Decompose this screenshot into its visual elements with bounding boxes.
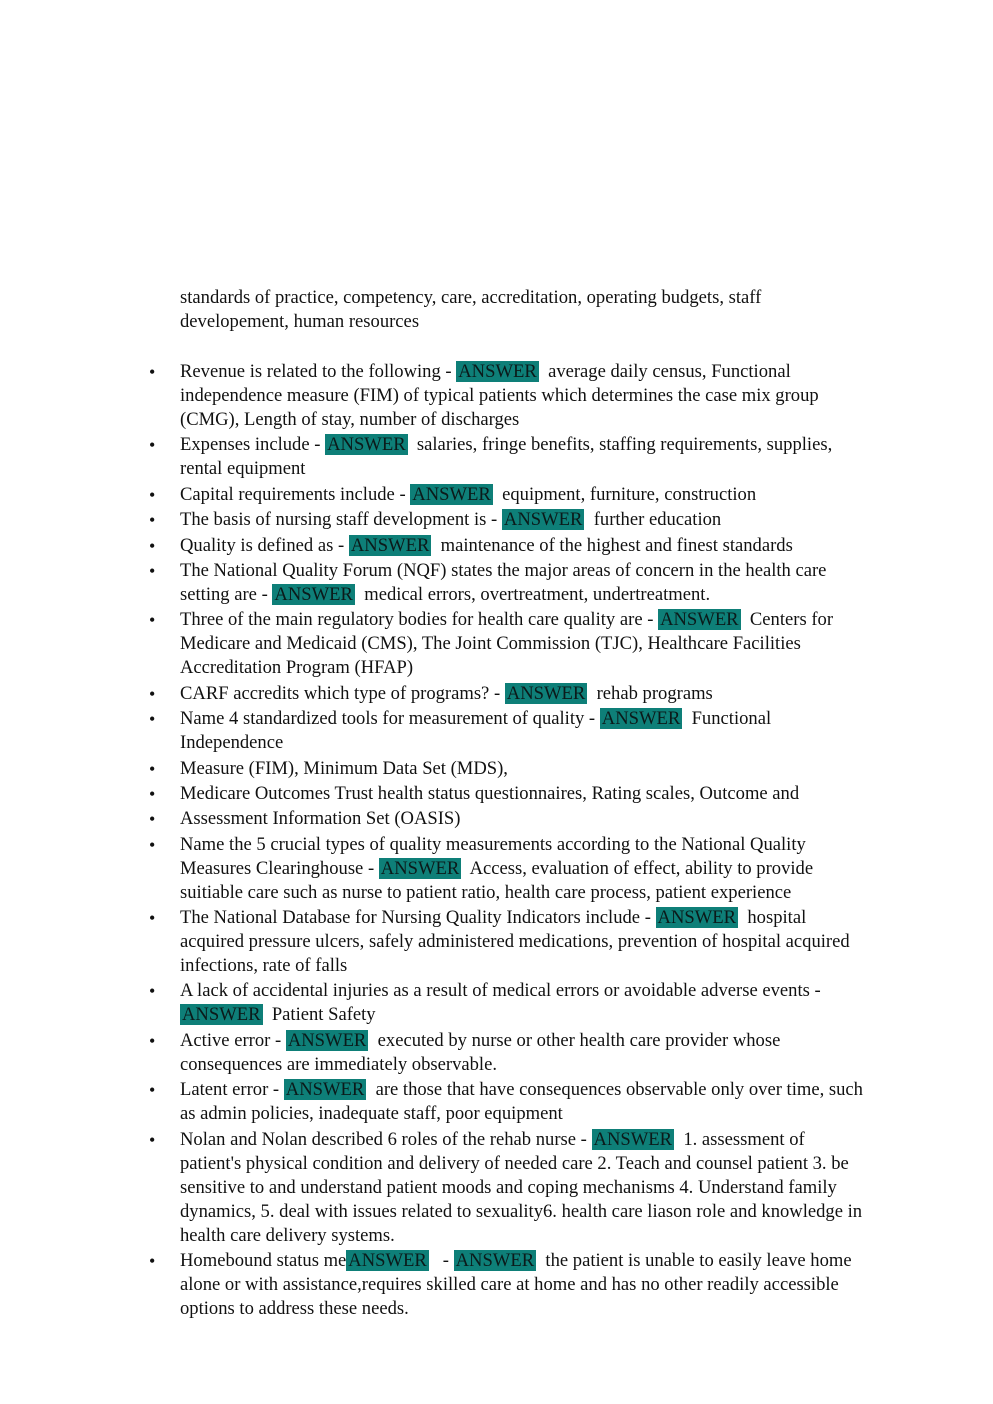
answer-text: medical errors, overtreatment, undertreatment.	[354, 583, 711, 605]
list-item	[149, 1128, 870, 1248]
question-text: Quality is defined as -	[180, 534, 349, 556]
bullet-icon: •	[149, 484, 156, 505]
bullet-icon: •	[149, 1030, 156, 1051]
bullet-icon: •	[149, 560, 156, 581]
answer-tag: ANSWER	[285, 1079, 365, 1101]
answer-tag: ANSWER	[274, 583, 353, 605]
answer-text: maintenance of the highest and finest standards	[431, 534, 793, 556]
bullet-icon: •	[149, 510, 156, 531]
list-item	[149, 707, 870, 755]
question-text: Three of the main regulatory bodies for health care quality are -	[180, 609, 659, 631]
bullet-icon: •	[149, 435, 156, 456]
answer-text: further education	[584, 509, 722, 531]
bullet-icon: •	[149, 1251, 156, 1272]
list-item	[149, 1078, 870, 1126]
question-text: Latent error -	[180, 1079, 284, 1101]
list-item	[149, 807, 870, 831]
bullet-icon: •	[149, 1129, 156, 1150]
list-item	[149, 483, 870, 507]
answer-tag: ANSWER	[287, 1029, 367, 1051]
question-text: Active error -	[180, 1029, 286, 1051]
list-item	[149, 682, 870, 706]
answer-tag: ANSWER	[327, 434, 406, 456]
question-text: Revenue is related to the following -	[180, 361, 457, 382]
bullet-icon: •	[149, 362, 156, 382]
list-item	[149, 757, 870, 781]
bullet-icon: •	[149, 908, 156, 929]
bullet-icon: •	[149, 981, 156, 1002]
question-text: CARF accredits which type of programs? -	[180, 682, 505, 704]
question-text: The National Quality Forum (NQF) states the major areas of concern in the health care setting are -	[180, 559, 827, 605]
bullet-icon: •	[149, 758, 156, 779]
question-text: Medicare Outcomes Trust health status questionnaires, Rating scales, Outcome and	[180, 782, 800, 804]
answer-tag: ANSWER	[506, 682, 586, 704]
bullet-icon: •	[149, 1080, 156, 1101]
answer-text: the patient is unable to easily leave home alone or with assistance,requires skilled care at home and has no other readily accessible options to address these needs.	[180, 1250, 857, 1320]
bullet-icon: •	[149, 610, 156, 631]
list-item	[149, 360, 870, 432]
question-text: A lack of accidental injuries as a result of medical errors or avoidable adverse events -	[180, 980, 821, 1002]
list-item	[149, 433, 870, 481]
list-item	[149, 1249, 870, 1321]
separator-text: -	[428, 1250, 454, 1272]
bullet-icon: •	[149, 783, 156, 804]
list-item	[149, 508, 870, 532]
question-text: Name the 5 crucial types of quality measurements according to the National Quality Measures Clearinghouse -	[180, 833, 806, 879]
question-text: Expenses include -	[180, 434, 326, 456]
answer-text: salaries, fringe benefits, staffing requirements, supplies, rental equipment	[180, 434, 837, 480]
bullet-icon: •	[149, 834, 156, 855]
answer-text: Functional Independence	[180, 708, 776, 754]
answer-tag: ANSWER	[503, 509, 583, 531]
answer-tag: ANSWER	[182, 1004, 261, 1026]
answer-tag: ANSWER	[412, 483, 491, 505]
question-text: The National Database for Nursing Quality Indicators include -	[180, 907, 656, 929]
list-item	[149, 782, 870, 806]
list-item	[149, 979, 870, 1027]
answer-text: hospital acquired pressure ulcers, safely administered medications, prevention of hospital acquired infections, rate of falls	[180, 907, 855, 977]
question-text: Assessment Information Set (OASIS)	[180, 808, 461, 830]
answer-text: executed by nurse or other health care provider whose consequences are immediately observable.	[180, 1029, 785, 1075]
answer-text: rehab programs	[587, 682, 713, 704]
question-text: The basis of nursing staff development is -	[180, 509, 502, 531]
answer-tag: ANSWER	[380, 857, 460, 879]
answer-text: equipment, furniture, construction	[492, 483, 757, 505]
answer-tag: ANSWER	[350, 534, 430, 556]
list-item	[149, 559, 870, 607]
intro-paragraph: standards of practice, competency, care, accreditation, operating budgets, staff developement, human resources	[180, 287, 762, 332]
answer-tag: ANSWER	[660, 609, 739, 631]
answer-text: 1. assessment of patient's physical condition and delivery of needed care 2. Teach and counsel patient 3. be sensitive to and understand patient moods and coping mechanisms 4. Understand family dynamics, 5. deal with issues related to sexuality6. health care liason role and knowledge in health care delivery systems.	[180, 1128, 867, 1246]
answer-text: Patient Safety	[262, 1004, 376, 1026]
question-text: Measure (FIM), Minimum Data Set (MDS),	[180, 757, 508, 779]
bullet-icon: •	[149, 683, 156, 704]
answer-text: Centers for Medicare and Medicaid (CMS), The Joint Commission (TJC), Healthcare Facilities Accreditation Program (HFAP)	[180, 609, 838, 679]
question-text: Name 4 standardized tools for measurement of quality -	[180, 708, 600, 730]
question-text: Nolan and Nolan described 6 roles of the rehab nurse -	[180, 1128, 592, 1150]
list-item	[149, 608, 870, 680]
answer-tag: ANSWER	[455, 1250, 535, 1272]
list-item	[149, 906, 870, 978]
answer-tag: ANSWER	[458, 361, 537, 382]
bullet-icon: •	[149, 709, 156, 730]
question-text: Capital requirements include -	[180, 483, 411, 505]
list-item	[149, 1029, 870, 1077]
qa-list	[149, 360, 870, 1322]
answer-text: average daily census, Functional independence measure (FIM) of typical patients which determines the case mix group (CMG), Length of stay, number of discharges	[180, 361, 824, 430]
answer-tag: ANSWER	[657, 907, 737, 929]
list-item	[149, 534, 870, 558]
answer-tag: ANSWER	[593, 1128, 673, 1150]
list-item	[149, 833, 870, 905]
answer-text: are those that have consequences observable only over time, such as admin policies, inadequate staff, poor equipment	[180, 1079, 868, 1125]
answer-tag: ANSWER	[348, 1250, 427, 1272]
bullet-icon: •	[149, 809, 156, 830]
question-text: Homebound status me	[180, 1250, 347, 1272]
bullet-icon: •	[149, 535, 156, 556]
answer-text: Access, evaluation of effect, ability to provide suitiable care such as nurse to patient ratio, health care process, patient experience	[180, 857, 818, 903]
answer-tag: ANSWER	[601, 708, 681, 730]
